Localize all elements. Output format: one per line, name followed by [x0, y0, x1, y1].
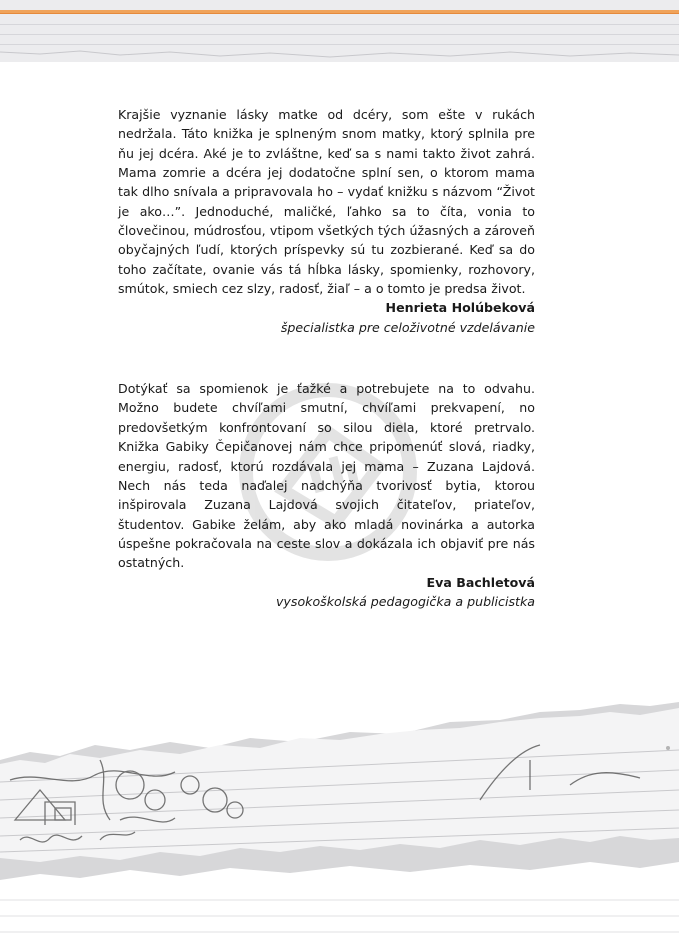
ruled-line: [0, 34, 679, 35]
torn-edge-top: [0, 46, 679, 68]
orange-accent-line: [0, 10, 679, 14]
testimonial-block: [118, 105, 535, 337]
main-content: [118, 105, 535, 611]
testimonial-text: Dotýkať sa spomienok je ťažké a potrebujete na to odvahu. Možno budete chvíľami smutní, chvíľami prekvapení, no predovšetkým konfrontovaní so silou diela, ktoré pretrvalo. Knižka Gabiky Čepičanovej nám chce pripomenúť slová, riadky, energiu, radosť, ktorú rozdávala jej mama – Zuzana Lajdová. Nech nás teda naďalej nadchýňa tvorivosť bytia, ktorou inšpirovala Zuzana Lajdová svojich čitateľov, priateľov, študentov. Gabike želám, aby ako mladá novinárka a autorka úspešne pokračovala na ceste slov a dokázala ich objaviť pre nás ostatných.: [118, 381, 535, 571]
ruled-line: [0, 44, 679, 45]
testimonial-author-role: vysokoškolská pedagogička a publicistka: [275, 593, 535, 609]
testimonial-text: Krajšie vyznanie lásky matke od dcéry, som ešte v rukách nedržala. Táto knižka je splneným snom matky, ktorý splnila pre ňu jej dcéra. Aké je to zvláštne, keď sa s nami takto život zahrá. Mama zomrie a dcéra jej dodatočne splní sen, o ktorom mama tak dlho snívala a pripravovala ho – vydať knižku s názvom “Život je ako…”. Jednoduché, maličké, ľahko sa to číta, vonia to človečinou, múdrosťou, vtipom všetkých tých úžasných a zároveň obyčajných ľudí, ktorých príspevky sú tu zozbierané. Keď sa do toho začítate, ovanie vás tá hĺbka lásky, spomienky, rozhovory, smútok, smiech cez slzy, radosť, žiaľ – a o tomto je predsa život.: [118, 107, 535, 297]
torn-notebook-paper-sketch-icon: [0, 690, 679, 947]
testimonial-block: [118, 379, 535, 611]
testimonial-author-role: špecialistka pre celoživotné vzdelávanie: [280, 319, 535, 335]
testimonial-author: Eva Bachletová: [426, 574, 535, 590]
testimonial-author: Henrieta Holúbeková: [385, 300, 535, 316]
ruled-line: [0, 24, 679, 25]
